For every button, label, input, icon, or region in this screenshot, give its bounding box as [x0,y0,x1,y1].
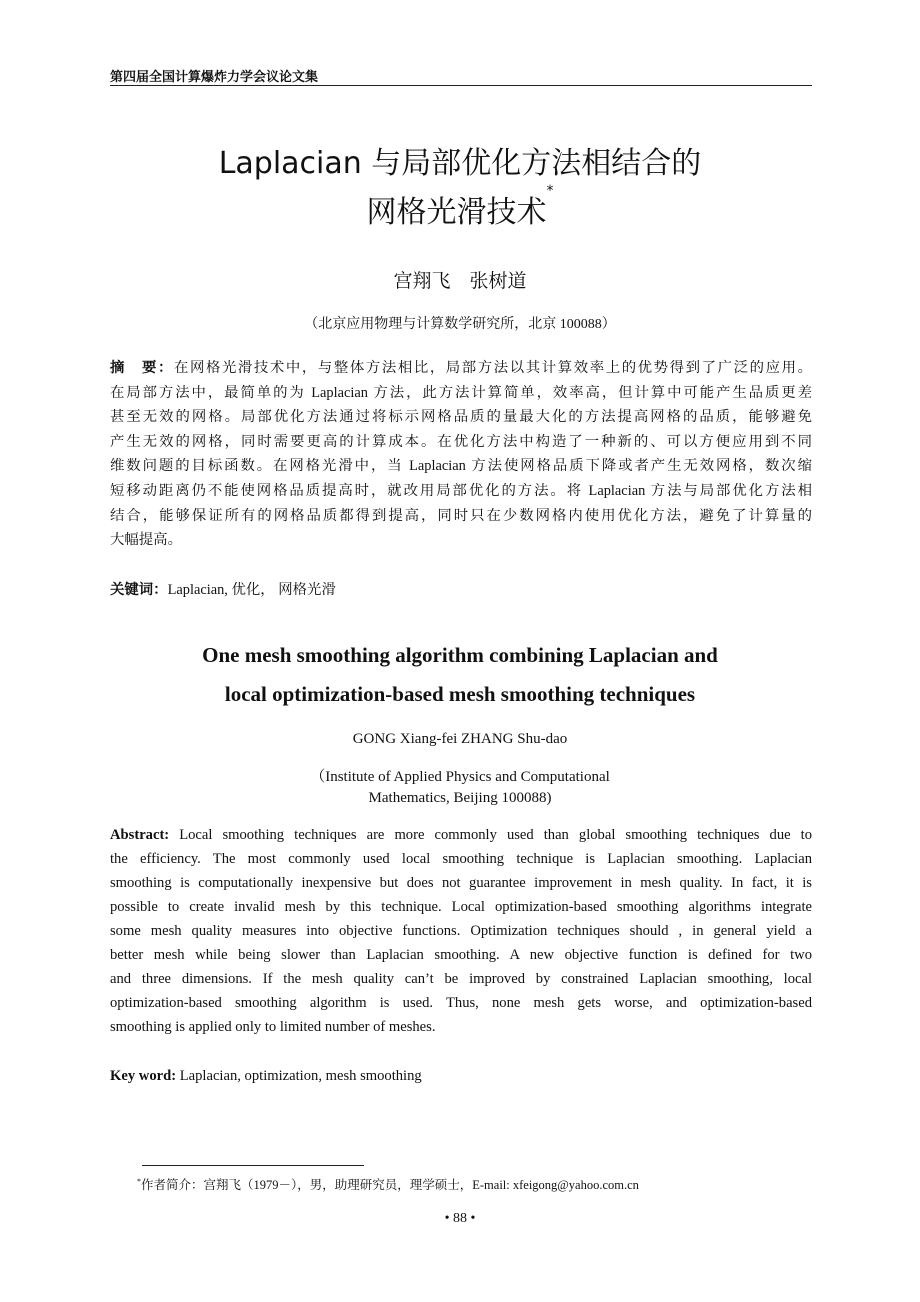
abstract-en-line: and three dimensions. If the mesh quality can’t be improved by constrained Laplacian smoothing, local [110,971,812,987]
footnote [137,1175,639,1193]
title-en-line2: local optimization-based mesh smoothing techniques [224,682,696,706]
abstract-en-line: optimization-based smoothing algorithm is used. Thus, none mesh gets worse, and optimization-based [110,995,812,1011]
keywords-cn-label: 关键词： [110,582,168,598]
keywords-en-text: Laplacian, optimization, mesh smoothing [176,1068,422,1084]
keywords-en-label: Key word: [110,1068,177,1084]
running-header: 第四届全国计算爆炸力学会议论文集 [110,70,319,85]
abstract-cn-line: 短移动距离仍不能使网格品质提高时，就改用局部优化的方法。将 Laplacian 方法与局部优化方法相 [110,482,812,499]
abstract-cn-line: 产生无效的网格，同时需要更高的计算成本。在优化方法中构造了一种新的、可以方便应用到不同 [110,433,812,450]
abstract-cn-line: 摘 要：在网格光滑技术中，与整体方法相比，局部方法以其计算效率上的优势得到了广泛的应用。 [110,360,812,376]
footnote-rule [142,1165,364,1166]
header-rule [110,85,812,86]
footnote-mark: * [137,1176,141,1186]
title-cn-line2 [0,183,920,231]
abstract-en-line: Abstract: Local smoothing techniques are more commonly used than global smoothing techniques due to [110,827,812,843]
abstract-en-line: some mesh quality measures into objective functions. Optimization techniques should , in general yield a [110,923,812,939]
footnote-text: 作者简介：宫翔飞（1979－），男，助理研究员，理学硕士，E-mail: xfeigong@yahoo.com.cn [141,1178,639,1192]
title-cn-line1: Laplacian 与局部优化方法相结合的 [218,146,702,181]
authors-en: GONG Xiang-fei ZHANG Shu-dao [352,731,568,747]
abstract-cn-label: 摘 要： [110,360,174,376]
abstract-en-line: possible to create invalid mesh by this technique. Local optimization-based smoothing algorithms integrate [110,899,812,915]
abstract-cn [110,356,812,553]
abstract-en [110,823,812,1039]
keywords-en [110,1068,812,1085]
abstract-en-line: smoothing is computationally inexpensive but does not guarantee improvement in mesh quality. In fact, it is [110,875,812,891]
affiliation-cn: （北京应用物理与计算数学研究所，北京 100088） [304,317,616,332]
abstract-cn-line: 结合，能够保证所有的网格品质都得到提高，同时只在少数网格内使用优化方法，避免了计算量的 [110,507,812,524]
title-footnote-mark: * [546,183,554,199]
abstract-en-label: Abstract: [110,827,170,843]
keywords-cn [110,578,812,599]
abstract-cn-line: 在局部方法中，最简单的为 Laplacian 方法，此方法计算简单，效率高，但计算中可能产生品质更差 [110,384,812,401]
abstract-cn-line: 甚至无效的网格。局部优化方法通过将标示网格品质的量最大化的方法提高网格的品质，能够避免 [110,409,812,426]
page-number: • 88 • [444,1211,476,1226]
affiliation-en-line2: Mathematics, Beijing 100088) [368,790,552,806]
abstract-en-line: the efficiency. The most commonly used local smoothing technique is Laplacian smoothing. Laplacian [110,851,812,867]
title-en-line1: One mesh smoothing algorithm combining Laplacian and [202,643,718,667]
affiliation-en-line1: （Institute of Applied Physics and Computational [310,769,610,785]
abstract-en-line: smoothing is applied only to limited number of meshes. [110,1019,436,1035]
title-cn-line2-text: 网格光滑技术 [366,195,547,230]
authors-cn: 宫翔飞 张树道 [393,271,527,292]
keywords-cn-text: Laplacian, 优化， 网格光滑 [167,582,336,598]
abstract-cn-line: 大幅提高。 [110,532,182,549]
abstract-en-line: better mesh while being slower than Laplacian smoothing. A new objective function is defined for two [110,947,812,963]
abstract-cn-line: 维数问题的目标函数。在网格光滑中，当 Laplacian 方法使网格品质下降或者产生无效网格，数次缩 [110,458,812,475]
